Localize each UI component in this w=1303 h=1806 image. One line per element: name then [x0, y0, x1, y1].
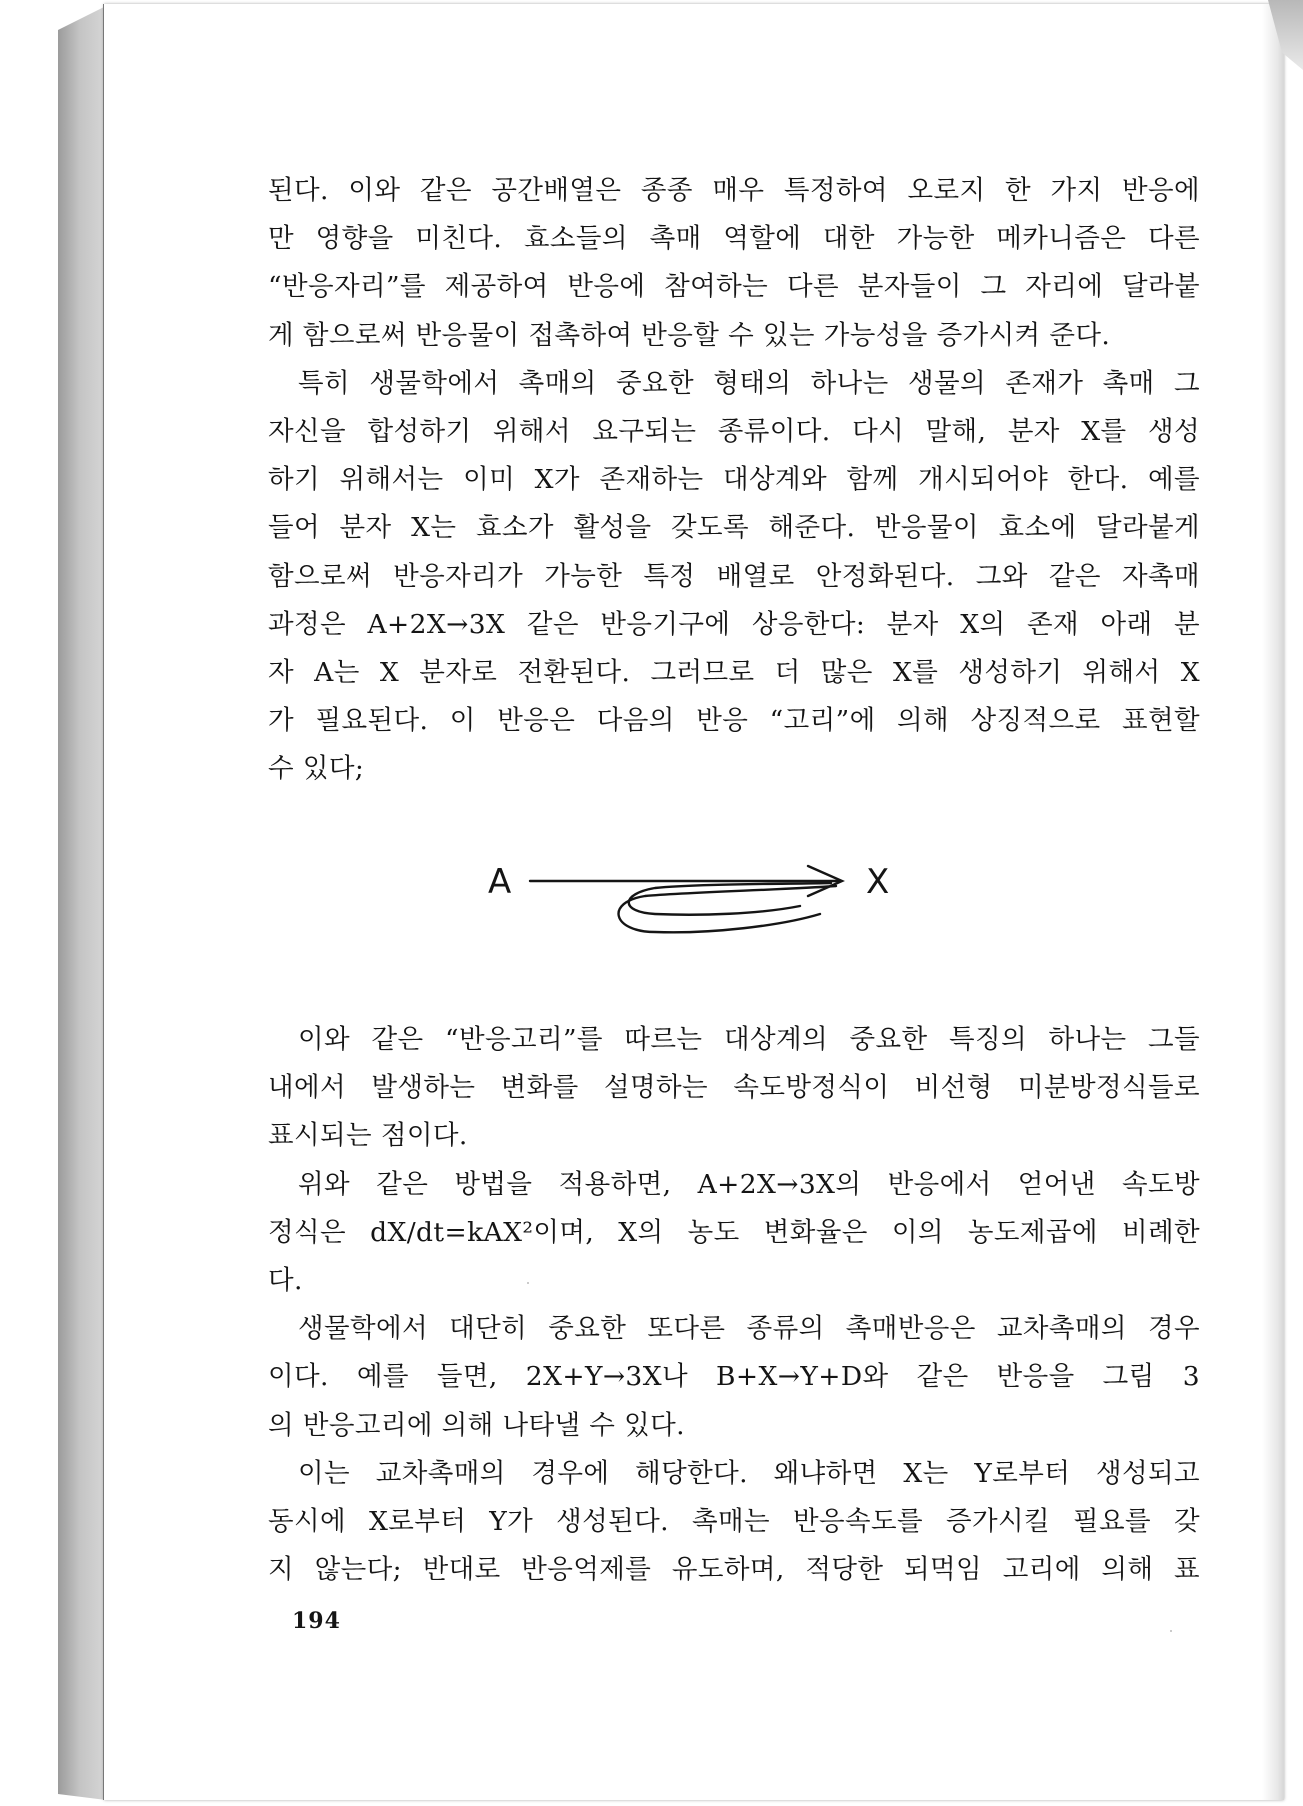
text-line: 이는 교차촉매의 경우에 해당한다. 왜냐하면 X는 Y로부터 생성되고	[298, 1457, 1200, 1489]
page-number: 194	[292, 1608, 341, 1634]
text-line: 이와 같은 “반응고리”를 따르는 대상계의 중요한 특징의 하나는 그들	[298, 1024, 1200, 1055]
text-line: 과정은 A+2X→3X 같은 반응기구에 상응한다: 분자 X의 존재 아래 분	[268, 608, 1200, 640]
text-line: 이다. 예를 들면, 2X+Y→3X나 B+X→Y+D와 같은 반응을 그림 3	[268, 1361, 1200, 1393]
text-line: 수 있다;	[268, 753, 365, 785]
scan-speck	[527, 1282, 529, 1284]
text-line: 만 영향을 미친다. 효소들의 촉매 역할에 대한 가능한 메카니즘은 다른	[268, 223, 1200, 255]
text-line: 게 함으로써 반응물이 접촉하여 반응할 수 있는 가능성을 증가시켜 준다.	[268, 319, 1111, 351]
text-line: 특히 생물학에서 촉매의 중요한 형태의 하나는 생물의 존재가 촉매 그	[298, 367, 1200, 399]
text-line: 다.	[268, 1264, 303, 1296]
text-line: 자 A는 X 분자로 전환된다. 그러므로 더 많은 X를 생성하기 위해서 X	[268, 656, 1200, 688]
text-line: 정식은 dX/dt=kAX²이며, X의 농도 변화율은 이의 농도제곱에 비례한	[268, 1216, 1200, 1248]
text-line: 함으로써 반응자리가 가능한 특정 배열로 안정화된다. 그와 같은 자촉매	[268, 560, 1200, 592]
text-line: 위와 같은 방법을 적용하면, A+2X→3X의 반응에서 얻어낸 속도방	[298, 1168, 1200, 1200]
text-block-2	[268, 1016, 1200, 1594]
reaction-loop-arrow	[530, 866, 842, 932]
scan-speck	[1170, 1630, 1172, 1632]
text-line: 자신을 합성하기 위해서 요구되는 종류이다. 다시 말해, 분자 X를 생성	[268, 415, 1200, 447]
text-line: 가 필요된다. 이 반응은 다음의 반응 “고리”에 의해 상징적으로 표현할	[268, 705, 1200, 737]
text-block-1	[268, 167, 1200, 793]
text-line: 하기 위해서는 이미 X가 존재하는 대상계와 함께 개시되어야 한다. 예를	[268, 464, 1200, 496]
text-line: “반응자리”를 제공하여 반응에 참여하는 다른 분자들이 그 자리에 달라붙	[268, 271, 1200, 303]
book-spine	[58, 6, 106, 1800]
text-line: 지 않는다; 반대로 반응억제를 유도하며, 적당한 되먹임 고리에 의해 표	[268, 1554, 1200, 1586]
text-line: 표시되는 점이다.	[268, 1120, 468, 1152]
text-line: 의 반응고리에 의해 나타낼 수 있다.	[268, 1409, 685, 1441]
page-edge-shadow	[1262, 4, 1284, 1800]
text-line: 된다. 이와 같은 공간배열은 종종 매우 특정하여 오로지 한 가지 반응에	[268, 175, 1200, 206]
diagram-label-a: A	[488, 862, 512, 902]
text-line: 생물학에서 대단히 중요한 또다른 종류의 촉매반응은 교차촉매의 경우	[298, 1313, 1200, 1345]
text-line: 동시에 X로부터 Y가 생성된다. 촉매는 반응속도를 증가시킬 필요를 갖	[268, 1505, 1200, 1537]
text-line: 내에서 발생하는 변화를 설명하는 속도방정식이 비선형 미분방정식들로	[268, 1072, 1200, 1104]
text-line: 들어 분자 X는 효소가 활성을 갖도록 해준다. 반응물이 효소에 달라붙게	[268, 512, 1200, 544]
diagram-label-x: X	[866, 862, 890, 902]
reaction-loop-diagram	[480, 840, 900, 960]
